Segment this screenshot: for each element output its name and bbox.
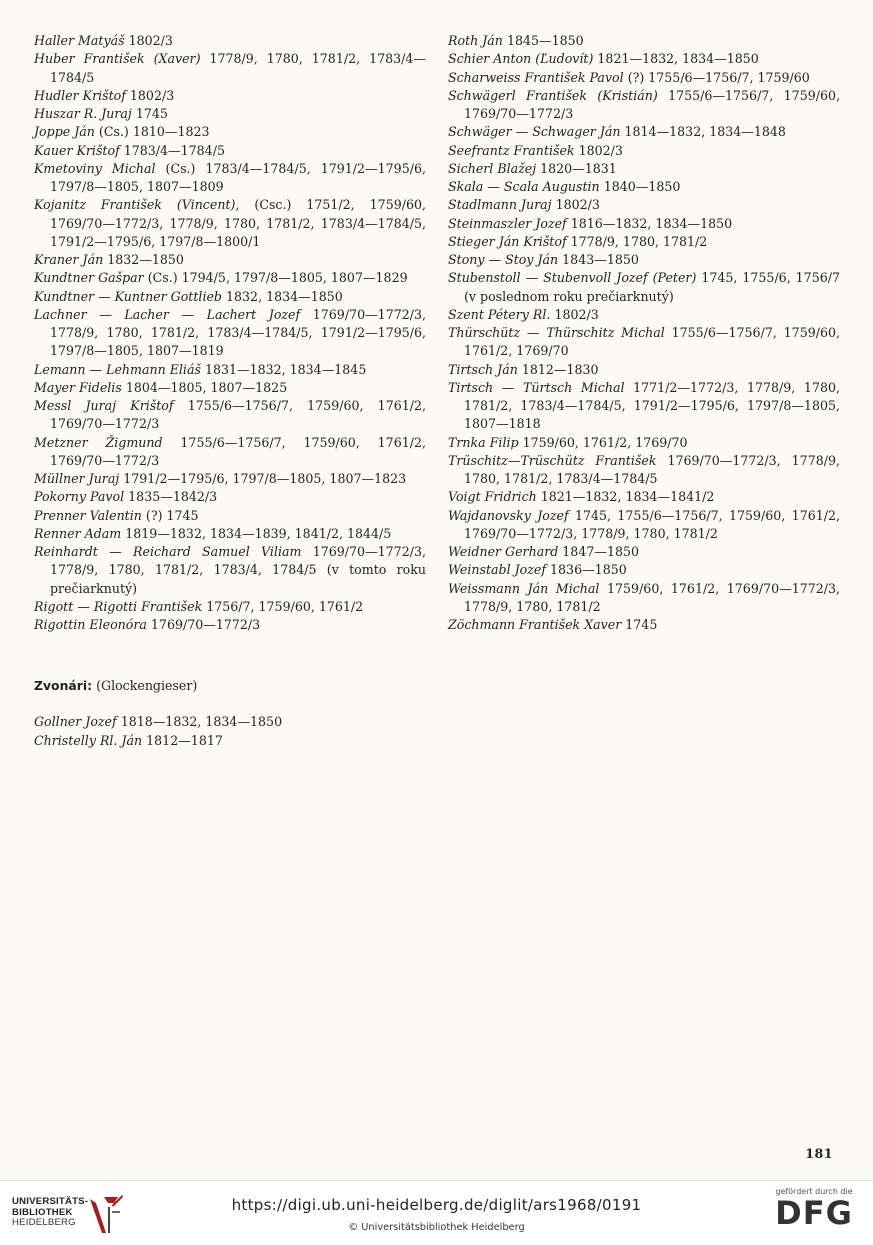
entry-name: Skala — Scala Augustin <box>448 179 600 194</box>
entry-name: Trnka Filip <box>448 434 519 450</box>
entry-dates: 1778/9, 1780, 1781/2 <box>570 233 708 249</box>
list-item <box>448 452 840 489</box>
entry-dates: 1812—1830 <box>521 361 599 377</box>
list-item <box>448 196 840 214</box>
entry-dates: 1818—1832, 1834—1850 <box>120 714 283 730</box>
entry-name: Reinhardt — Reichard Samuel Viliam <box>34 544 302 559</box>
entry-dates: 1778/9, 1780, 1781/2, 1783/4—1784/5 <box>50 51 426 85</box>
entry-dates: 1832, 1834—1850 <box>226 288 343 304</box>
list-item <box>448 543 840 561</box>
list-item <box>448 69 840 87</box>
section-title <box>34 677 434 695</box>
entry-dates: (Cs.) 1794/5, 1797/8—1805, 1807—1829 <box>147 270 408 286</box>
entry-name: Tirtsch — Türtsch Michal <box>448 379 625 395</box>
list-item <box>448 616 840 634</box>
list-item <box>448 87 840 124</box>
entry-name: Szent Pétery Rl. <box>448 306 551 322</box>
list-item <box>34 50 426 87</box>
entry-dates: 1840—1850 <box>603 179 681 194</box>
entry-dates: 1836—1850 <box>550 562 627 578</box>
list-item <box>448 269 840 306</box>
entry-name: Rigott — Rigotti František <box>34 598 203 614</box>
entry-name: Kojanitz František (Vincent), <box>34 197 240 213</box>
list-item <box>448 32 840 50</box>
entry-name: Kundtner — Kuntner Gottlieb <box>34 288 222 304</box>
list-item <box>34 160 426 197</box>
entry-name: Voigt Fridrich <box>448 489 537 505</box>
entry-name: Thürschütz — Thürschitz Michal <box>448 325 665 340</box>
entry-dates: 1847—1850 <box>562 544 639 559</box>
section-label: Zvonári: <box>34 678 93 693</box>
entry-dates: (Cs.) 1783/4—1784/5, 1791/2—1795/6, 1797/8—1805, 1807—1809 <box>50 160 426 194</box>
list-item <box>448 251 840 269</box>
entry-dates: 1759/60, 1761/2, 1769/70 <box>522 434 688 450</box>
list-item <box>34 616 426 634</box>
entry-dates: 1821—1832, 1834—1841/2 <box>540 489 715 505</box>
list-item <box>448 123 840 141</box>
section-entries <box>34 713 434 750</box>
entry-dates: 1820—1831 <box>540 160 617 176</box>
entry-dates: 1755/6—1756/7, 1759/60, 1761/2, 1769/70—1772/3 <box>50 434 426 468</box>
list-item <box>34 379 426 397</box>
entry-dates: 1804—1805, 1807—1825 <box>125 379 288 395</box>
entry-name: Weidner Gerhard <box>448 544 559 559</box>
list-item <box>448 215 840 233</box>
entry-dates: 1756/7, 1759/60, 1761/2 <box>206 598 364 614</box>
entry-name: Scharweiss František Pavol <box>448 69 624 85</box>
entry-dates: 1832—1850 <box>107 252 184 267</box>
entry-dates: 1835—1842/3 <box>128 489 218 505</box>
entry-name: Lachner — Lacher — Lachert Jozef <box>34 306 301 322</box>
list-item <box>34 142 426 160</box>
entry-dates: (Csc.) 1751/2, 1759/60, 1769/70—1772/3, 1778/9, 1780, 1781/2, 1783/4—1784/5, 1791/2—1795/6, 1797/8—1800/1 <box>50 197 426 249</box>
entry-dates: 1819—1832, 1834—1839, 1841/2, 1844/5 <box>125 525 392 541</box>
entry-name: Stadlmann Juraj <box>448 197 552 213</box>
entry-name: Rigottin Eleonóra <box>34 617 147 632</box>
list-item <box>448 178 840 196</box>
entry-dates: 1769/70—1772/3 <box>150 617 261 632</box>
entry-name: Schwäger — Schwager Ján <box>448 124 621 140</box>
list-item <box>34 105 426 123</box>
list-item <box>448 561 840 579</box>
entry-dates: 1745 <box>135 106 168 121</box>
entry-dates: 1843—1850 <box>562 252 639 267</box>
list-item <box>34 361 426 379</box>
entry-name: Joppe Ján <box>34 124 95 140</box>
page-number: 181 <box>805 1146 833 1161</box>
entry-name: Weissmann Ján Michal <box>448 580 600 596</box>
list-item <box>34 470 426 488</box>
entry-dates: 1745, 1755/6, 1756/7 (v poslednom roku prečiarknutý) <box>464 270 840 304</box>
dfg-logo[interactable] <box>769 1187 859 1239</box>
logo-line-3: HEIDELBERG <box>12 1217 76 1228</box>
list-item <box>34 196 426 251</box>
entry-name: Zöchmann František Xaver <box>448 617 622 632</box>
entry-name: Tirtsch Ján <box>448 361 518 377</box>
entry-dates: 1769/70—1772/3, 1778/9, 1780, 1781/2, 1783/4—1784/5 <box>464 452 840 486</box>
list-item <box>34 32 426 50</box>
list-item <box>448 142 840 160</box>
entry-name: Metzner Žigmund <box>34 434 163 450</box>
entry-dates: 1802/3 <box>129 87 175 103</box>
entry-name: Renner Adam <box>34 525 122 541</box>
entry-name: Stubenstoll — Stubenvoll Jozef (Peter) <box>448 270 697 286</box>
section-subtitle: (Glockengieser) <box>96 678 198 693</box>
footer-bar <box>0 1180 873 1245</box>
entry-name: Kundtner Gašpar <box>34 270 144 286</box>
entry-name: Pokorny Pavol <box>34 489 125 505</box>
list-item <box>34 306 426 361</box>
entry-dates: 1812—1817 <box>146 732 223 748</box>
list-item <box>448 488 840 506</box>
list-item <box>34 598 426 616</box>
list-item <box>448 50 840 68</box>
entry-dates: (?) 1745 <box>145 507 199 523</box>
entry-name: Hudler Krištof <box>34 87 126 103</box>
entry-name: Gollner Jozef <box>34 714 117 730</box>
list-item <box>34 507 426 525</box>
entry-name: Wajdanovsky Jozef <box>448 507 569 523</box>
list-item <box>34 525 426 543</box>
entry-name: Huber František (Xaver) <box>34 51 201 67</box>
entry-dates: 1816—1832, 1834—1850 <box>570 215 733 231</box>
entry-name: Stieger Ján Krištof <box>448 233 567 249</box>
entry-dates: 1769/70—1772/3, 1778/9, 1780, 1781/2, 1783/4, 1784/5 (v tomto roku prečiarknutý) <box>50 544 426 596</box>
entry-name: Messl Juraj Krištof <box>34 398 174 413</box>
entry-name: Weinstabl Jozef <box>448 562 547 578</box>
entry-dates: 1755/6—1756/7, 1759/60, 1761/2, 1769/70 <box>464 325 840 359</box>
list-item <box>34 269 426 287</box>
entry-name: Schwägerl František (Kristián) <box>448 87 658 103</box>
list-item <box>448 324 840 361</box>
logo-line-2: BIBLIOTHEK <box>12 1206 73 1218</box>
entry-name: Christelly Rl. Ján <box>34 732 143 748</box>
entry-name: Trüschitz—Trüschütz František <box>448 452 657 468</box>
list-item <box>34 123 426 141</box>
entry-dates: 1791/2—1795/6, 1797/8—1805, 1807—1823 <box>123 471 407 486</box>
list-item <box>448 160 840 178</box>
permalink-url[interactable]: https://digi.ub.uni-heidelberg.de/diglit/ars1968/0191 <box>231 1196 642 1214</box>
logo-line-1: UNIVERSITÄTS- <box>12 1196 89 1207</box>
list-item <box>448 580 840 617</box>
dfg-wordmark: DFG <box>775 1194 853 1232</box>
entry-name: Haller Matyáš <box>34 33 125 48</box>
list-item <box>34 251 426 269</box>
entry-name: Sicherl Blažej <box>448 160 537 176</box>
list-item <box>448 379 840 434</box>
list-item <box>34 713 434 731</box>
entry-dates: 1759/60, 1761/2, 1769/70—1772/3, 1778/9, 1780, 1781/2 <box>464 580 841 614</box>
entry-dates: 1755/6—1756/7, 1759/60, 1761/2, 1769/70—1772/3 <box>50 398 426 432</box>
entry-name: Müllner Juraj <box>34 471 120 486</box>
entry-name: Kauer Krištof <box>34 142 120 158</box>
list-item <box>448 507 840 544</box>
entry-dates: 1745 <box>625 617 658 632</box>
right-column <box>448 32 840 634</box>
dfg-caption: gefördert durch die <box>775 1187 853 1196</box>
list-item <box>34 732 434 750</box>
list-item <box>34 87 426 105</box>
list-item <box>448 306 840 324</box>
bell-founders-section <box>34 677 434 750</box>
entry-dates: 1802/3 <box>578 142 623 158</box>
list-item <box>34 543 426 598</box>
entry-dates: 1783/4—1784/5 <box>123 142 225 158</box>
entry-name: Roth Ján <box>448 33 503 48</box>
list-item <box>448 434 840 452</box>
copyright-notice: © Universitätsbibliothek Heidelberg <box>348 1222 525 1233</box>
entry-dates: 1802/3 <box>128 33 173 48</box>
list-item <box>34 434 426 471</box>
list-item <box>34 288 426 306</box>
entry-dates: 1831—1832, 1834—1845 <box>204 361 367 377</box>
entry-name: Huszar R. Juraj <box>34 106 132 121</box>
entry-name: Lemann — Lehmann Eliáš <box>34 361 201 377</box>
list-item <box>34 488 426 506</box>
entry-name: Stony — Stoy Ján <box>448 252 559 267</box>
entry-dates: 1755/6—1756/7, 1759/60, 1769/70—1772/3 <box>464 87 840 121</box>
entry-name: Steinmaszler Jozef <box>448 215 567 231</box>
entry-name: Kraner Ján <box>34 252 104 267</box>
entry-name: Kmetoviny Michal <box>34 160 156 176</box>
entry-dates: (?) 1755/6—1756/7, 1759/60 <box>627 69 810 85</box>
entry-name: Seefrantz František <box>448 142 575 158</box>
entry-dates: 1802/3 <box>555 197 600 213</box>
entry-dates: 1821—1832, 1834—1850 <box>597 51 759 67</box>
entry-dates: 1814—1832, 1834—1848 <box>624 124 786 140</box>
list-item <box>448 361 840 379</box>
list-item <box>448 233 840 251</box>
entry-dates: (Cs.) 1810—1823 <box>98 124 210 140</box>
list-item <box>34 397 426 434</box>
entry-name: Prenner Valentin <box>34 507 142 523</box>
entry-name: Schier Anton (Ľudovít) <box>448 51 594 67</box>
entry-name: Mayer Fidelis <box>34 379 122 395</box>
left-column <box>34 32 426 634</box>
entry-dates: 1769/70—1772/3, 1778/9, 1780, 1781/2, 1783/4—1784/5, 1791/2—1795/6, 1797/8—1805, 1807—1819 <box>50 306 426 359</box>
entry-dates: 1771/2—1772/3, 1778/9, 1780, 1781/2, 1783/4—1784/5, 1791/2—1795/6, 1797/8—1805, 1807—1818 <box>464 379 840 432</box>
entry-dates: 1845—1850 <box>506 33 584 48</box>
entry-dates: 1745, 1755/6—1756/7, 1759/60, 1761/2, 1769/70—1772/3, 1778/9, 1780, 1781/2 <box>464 507 840 541</box>
entry-dates: 1802/3 <box>554 306 599 322</box>
